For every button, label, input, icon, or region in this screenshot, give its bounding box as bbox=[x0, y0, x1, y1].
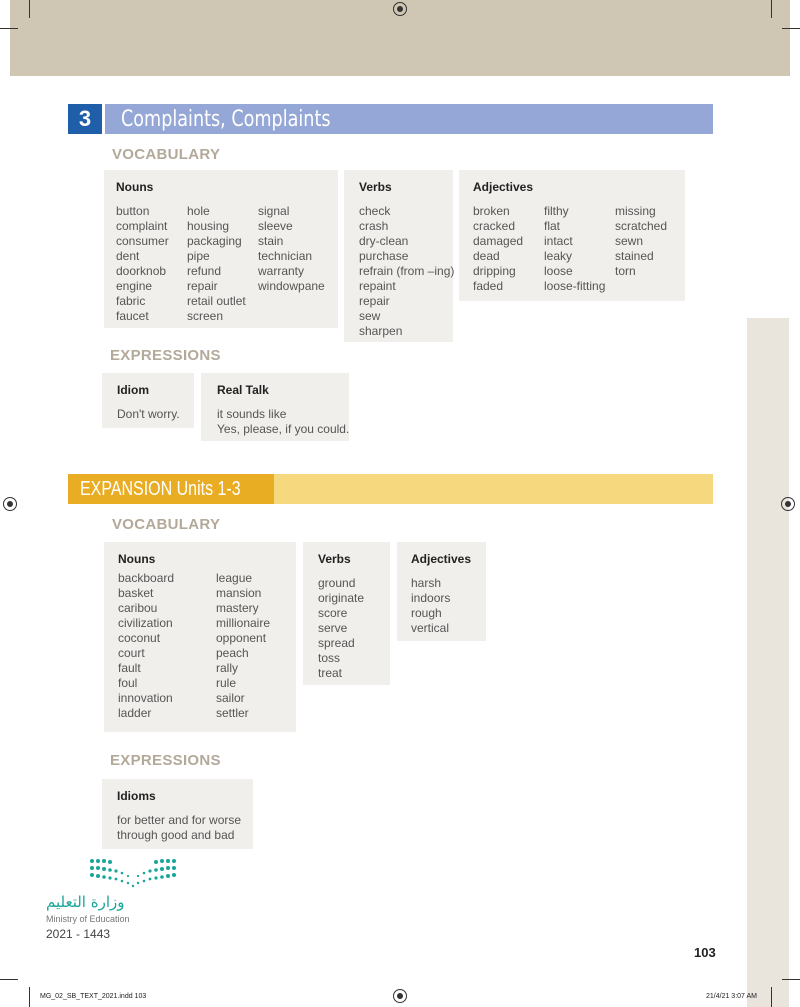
word-item: loose-fitting bbox=[544, 279, 606, 293]
word-item: mastery bbox=[216, 601, 259, 615]
expansion-verbs-list bbox=[318, 576, 378, 681]
expansion-idioms-heading: Idioms bbox=[117, 789, 156, 803]
word-item: ground bbox=[318, 576, 356, 590]
word-item: filthy bbox=[544, 204, 569, 218]
expansion-title bbox=[68, 474, 274, 504]
word-item: score bbox=[318, 606, 348, 620]
word-item: dripping bbox=[473, 264, 516, 278]
word-item: crash bbox=[359, 219, 389, 233]
page-number: 103 bbox=[694, 945, 716, 960]
crop-mark bbox=[29, 0, 30, 18]
word-item: engine bbox=[116, 279, 153, 293]
expansion-adjectives-box bbox=[397, 542, 486, 641]
word-item: coconut bbox=[118, 631, 161, 645]
idiom-box bbox=[102, 373, 194, 428]
word-item: indoors bbox=[411, 591, 451, 605]
word-item: basket bbox=[118, 586, 154, 600]
word-item: windowpane bbox=[258, 279, 325, 293]
word-item: originate bbox=[318, 591, 365, 605]
crop-mark bbox=[29, 987, 30, 1007]
expansion-idioms-box bbox=[102, 779, 253, 849]
word-item: settler bbox=[216, 706, 249, 720]
adjectives-column-3 bbox=[615, 204, 667, 294]
word-item: civilization bbox=[118, 616, 173, 630]
word-item: opponent bbox=[216, 631, 267, 645]
nouns-column-2 bbox=[187, 204, 258, 324]
word-item: flat bbox=[544, 219, 561, 233]
real-talk-box bbox=[201, 373, 349, 441]
registration-mark-icon bbox=[781, 497, 795, 511]
word-item: housing bbox=[187, 219, 230, 233]
word-item: button bbox=[116, 204, 150, 218]
word-item: repair bbox=[187, 279, 218, 293]
nouns-column-3 bbox=[258, 204, 325, 324]
expressions-heading: EXPRESSIONS bbox=[110, 347, 221, 364]
verbs-heading: Verbs bbox=[359, 180, 392, 194]
word-item: for better and for worse bbox=[117, 813, 242, 827]
word-item: leaky bbox=[544, 249, 573, 263]
registration-mark-icon bbox=[393, 2, 407, 16]
word-item: sleeve bbox=[258, 219, 293, 233]
word-item: vertical bbox=[411, 621, 450, 635]
word-item: scratched bbox=[615, 219, 668, 233]
word-item: sharpen bbox=[359, 324, 403, 338]
nouns-box bbox=[104, 170, 338, 328]
word-item: rough bbox=[411, 606, 442, 620]
crop-mark bbox=[771, 0, 772, 18]
word-item: screen bbox=[187, 309, 224, 323]
expansion-adjectives-heading: Adjectives bbox=[411, 552, 472, 566]
word-item: repair bbox=[359, 294, 390, 308]
word-item: doorknob bbox=[116, 264, 167, 278]
expansion-verbs-heading: Verbs bbox=[318, 552, 351, 566]
word-item: ladder bbox=[118, 706, 152, 720]
expansion-nouns-box bbox=[104, 542, 296, 732]
word-item: dry-clean bbox=[359, 234, 409, 248]
word-item: torn bbox=[615, 264, 636, 278]
word-item: treat bbox=[318, 666, 343, 680]
word-item: damaged bbox=[473, 234, 524, 248]
unit-title bbox=[105, 104, 713, 134]
word-item: intact bbox=[544, 234, 573, 248]
expansion-nouns-column-2 bbox=[216, 571, 270, 721]
word-item: hole bbox=[187, 204, 210, 218]
word-item: refrain (from –ing) bbox=[359, 264, 455, 278]
registration-mark-icon bbox=[3, 497, 17, 511]
unit-number: 3 bbox=[68, 104, 102, 134]
adjectives-heading: Adjectives bbox=[473, 180, 534, 194]
word-item: sailor bbox=[216, 691, 245, 705]
word-item: dent bbox=[116, 249, 140, 263]
expansion-adjectives-list bbox=[411, 576, 474, 636]
word-item: league bbox=[216, 571, 253, 585]
word-item: loose bbox=[544, 264, 573, 278]
word-item: toss bbox=[318, 651, 341, 665]
adjectives-box bbox=[459, 170, 685, 301]
registration-mark-icon bbox=[393, 989, 407, 1003]
crop-mark bbox=[0, 979, 18, 980]
word-item: warranty bbox=[258, 264, 305, 278]
adjectives-column-1 bbox=[473, 204, 544, 294]
expansion-nouns-heading: Nouns bbox=[118, 552, 156, 566]
word-item: sewn bbox=[615, 234, 644, 248]
side-tab bbox=[747, 318, 789, 1007]
ministry-logo-icon bbox=[88, 856, 180, 890]
adjectives-column-2 bbox=[544, 204, 615, 294]
crop-mark bbox=[782, 979, 800, 980]
word-item: rule bbox=[216, 676, 237, 690]
word-item: pipe bbox=[187, 249, 210, 263]
word-item: signal bbox=[258, 204, 290, 218]
expansion-title-text: EXPANSION Units 1-3 bbox=[80, 477, 241, 500]
idiom-list bbox=[117, 407, 182, 422]
word-item: backboard bbox=[118, 571, 175, 585]
word-item: technician bbox=[258, 249, 313, 263]
word-item: faded bbox=[473, 279, 504, 293]
word-item: cracked bbox=[473, 219, 516, 233]
verbs-box bbox=[344, 170, 453, 342]
expansion-idioms-list bbox=[117, 813, 241, 843]
nouns-column-1 bbox=[116, 204, 187, 324]
word-item: harsh bbox=[411, 576, 442, 590]
word-item: refund bbox=[187, 264, 222, 278]
expansion-expressions-heading: EXPRESSIONS bbox=[110, 752, 221, 769]
expansion-vocabulary-heading: VOCABULARY bbox=[112, 516, 221, 533]
word-item: dead bbox=[473, 249, 500, 263]
word-item: sew bbox=[359, 309, 381, 323]
word-item: caribou bbox=[118, 601, 158, 615]
word-item: faucet bbox=[116, 309, 149, 323]
ministry-arabic: وزارة التعليم bbox=[46, 893, 125, 911]
crop-mark bbox=[782, 28, 800, 29]
year-label: 2021 - 1443 bbox=[46, 927, 111, 941]
word-item: packaging bbox=[187, 234, 242, 248]
word-item: peach bbox=[216, 646, 249, 660]
word-item: fault bbox=[118, 661, 141, 675]
word-item: consumer bbox=[116, 234, 169, 248]
word-item: broken bbox=[473, 204, 510, 218]
vocabulary-heading: VOCABULARY bbox=[112, 146, 221, 163]
file-slug: MG_02_SB_TEXT_2021.indd 103 bbox=[40, 993, 147, 1000]
ministry-english: Ministry of Education bbox=[46, 914, 130, 924]
crop-mark bbox=[771, 987, 772, 1007]
word-item: purchase bbox=[359, 249, 409, 263]
word-item: stained bbox=[615, 249, 654, 263]
word-item: through good and bad bbox=[117, 828, 235, 842]
word-item: complaint bbox=[116, 219, 168, 233]
word-item: Yes, please, if you could. bbox=[217, 422, 350, 436]
expansion-verbs-box bbox=[303, 542, 390, 685]
word-item: fabric bbox=[116, 294, 146, 308]
expansion-nouns-column-1 bbox=[118, 571, 216, 721]
word-item: millionaire bbox=[216, 616, 271, 630]
nouns-heading: Nouns bbox=[116, 180, 154, 194]
word-item: foul bbox=[118, 676, 138, 690]
word-item: missing bbox=[615, 204, 656, 218]
print-timestamp: 21/4/21 3:07 AM bbox=[706, 993, 757, 1000]
word-item: mansion bbox=[216, 586, 262, 600]
real-talk-heading: Real Talk bbox=[217, 383, 269, 397]
word-item: repaint bbox=[359, 279, 396, 293]
word-item: check bbox=[359, 204, 391, 218]
word-item: Don't worry. bbox=[117, 407, 180, 421]
crop-mark bbox=[0, 28, 18, 29]
word-item: serve bbox=[318, 621, 348, 635]
word-item: stain bbox=[258, 234, 284, 248]
word-item: rally bbox=[216, 661, 239, 675]
real-talk-list bbox=[217, 407, 350, 437]
word-item: it sounds like bbox=[217, 407, 287, 421]
word-item: retail outlet bbox=[187, 294, 246, 308]
word-item: innovation bbox=[118, 691, 173, 705]
idiom-heading: Idiom bbox=[117, 383, 149, 397]
word-item: court bbox=[118, 646, 145, 660]
verbs-list bbox=[359, 204, 455, 339]
word-item: spread bbox=[318, 636, 355, 650]
unit-title-text: Complaints, Complaints bbox=[121, 106, 331, 132]
